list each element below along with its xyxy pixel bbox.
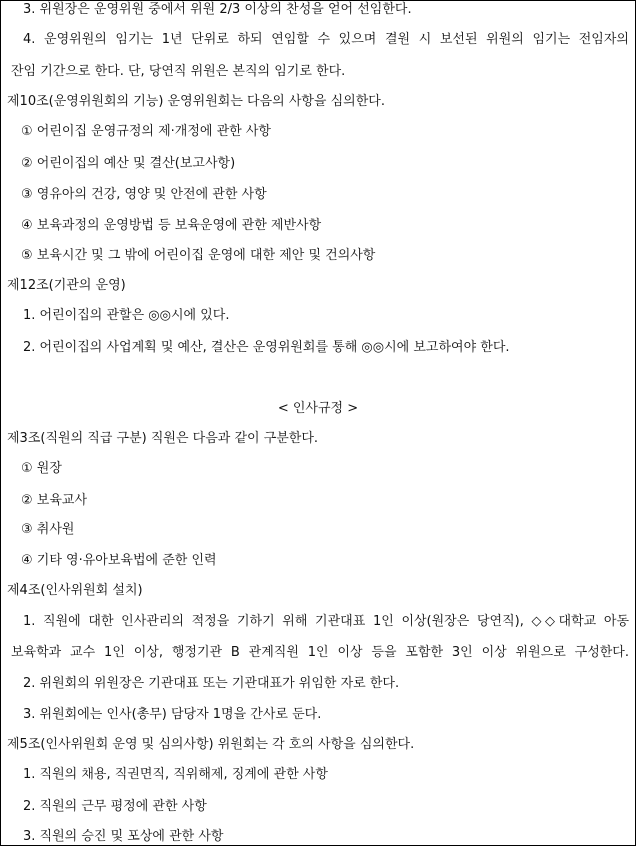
- list-item: ① 어린이집 운영규정의 제·개정에 관한 사항: [21, 124, 271, 139]
- text-line: 2. 어린이집의 사업계획 및 예산, 결산은 운영위원회를 통해 ◎◎시에 보고하여야 한다.: [23, 340, 510, 355]
- list-item: ② 어린이집의 예산 및 결산(보고사항): [21, 156, 236, 171]
- list-item: ② 보육교사: [21, 493, 88, 508]
- article-heading: 제10조(운영위원회의 기능) 운영위원회는 다음의 사항을 심의한다.: [7, 94, 385, 109]
- article-heading: 제5조(인사위원회 운영 및 심의사항) 위원회는 각 호의 사항을 심의한다.: [7, 737, 415, 752]
- list-item: ④ 기타 영·유아보육법에 준한 인력: [21, 553, 217, 568]
- text-line: 4. 운영위원의 임기는 1년 단위로 하되 연임할 수 있으며 결원 시 보선된 위원의 임기는 전임자의: [23, 32, 629, 47]
- article-heading: 제4조(인사위원회 설치): [7, 583, 143, 598]
- text-line: 3. 위원회에는 인사(총무) 담당자 1명을 간사로 둔다.: [23, 707, 322, 722]
- list-item: ③ 영유아의 건강, 영양 및 안전에 관한 사항: [21, 187, 267, 202]
- text-line: 2. 직원의 근무 평정에 관한 사항: [23, 799, 207, 814]
- text-line: 3. 직원의 승진 및 포상에 관한 사항: [23, 829, 224, 844]
- article-heading: 제12조(기관의 운영): [7, 278, 126, 293]
- text-line: 3. 위원장은 운영위원 중에서 위원 2/3 이상의 찬성을 얻어 선임한다.: [23, 2, 412, 17]
- text-line: 1. 어린이집의 관할은 ◎◎시에 있다.: [23, 308, 230, 323]
- section-title: < 인사규정 >: [277, 401, 359, 416]
- list-item: ⑤ 보육시간 및 그 밖에 어린이집 운영에 대한 제안 및 건의사항: [21, 248, 376, 263]
- text-line: 보육학과 교수 1인 이상, 행정기관 B 관계직원 1인 이상 등을 포함한 3인 이상 위원으로 구성한다.: [11, 645, 629, 660]
- list-item: ④ 보육과정의 운영방법 등 보육운영에 관한 제반사항: [21, 218, 322, 233]
- list-item: ③ 취사원: [21, 522, 75, 537]
- text-line: 1. 직원의 채용, 직권면직, 직위해제, 징계에 관한 사항: [23, 767, 328, 782]
- list-item: ① 원장: [21, 461, 62, 476]
- text-line: 2. 위원회의 위원장은 기관대표 또는 기관대표가 위임한 자로 한다.: [23, 676, 400, 691]
- text-line: 1. 직원에 대한 인사관리의 적정을 기하기 위해 기관대표 1인 이상(원장은 당연직), ◇◇대학교 아동: [23, 614, 629, 629]
- text-line: 잔임 기간으로 한다. 단, 당연직 위원은 본직의 임기로 한다.: [11, 64, 346, 79]
- article-heading: 제3조(직원의 직급 구분) 직원은 다음과 같이 구분한다.: [7, 431, 319, 446]
